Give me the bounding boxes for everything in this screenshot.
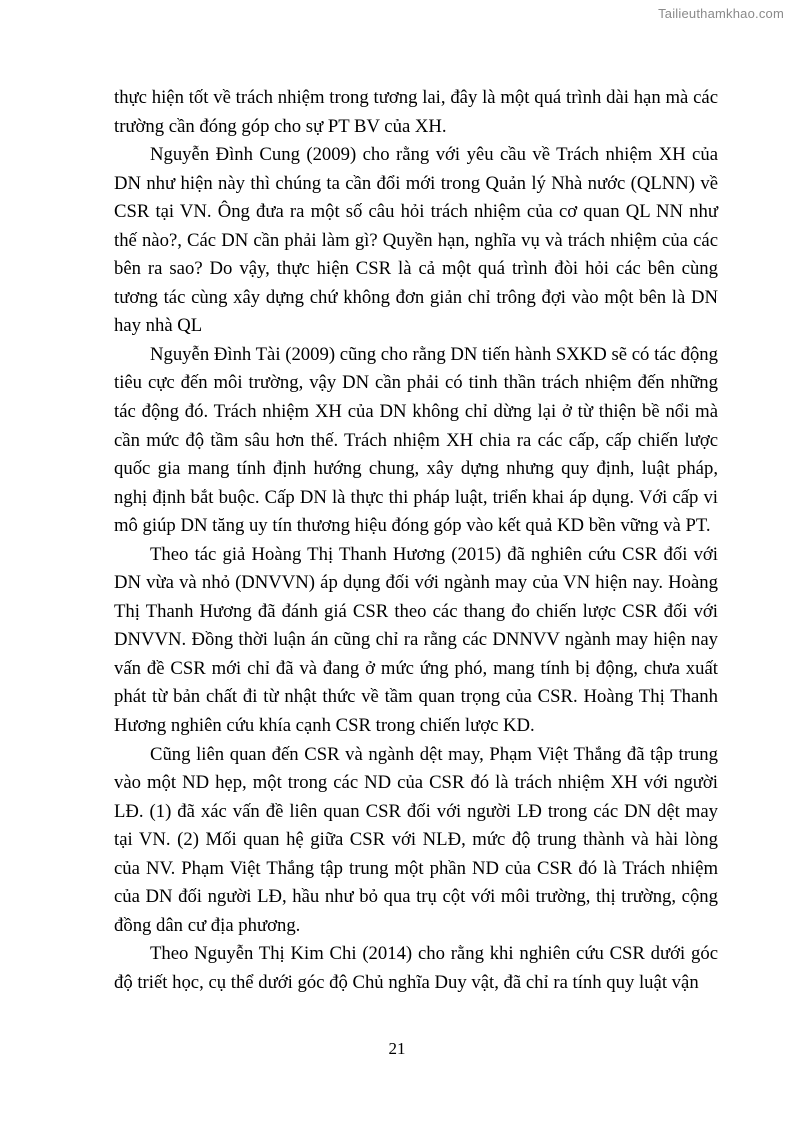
paragraph-pham-viet-thang: Cũng liên quan đến CSR và ngành dệt may, Phạm Việt Thắng đã tập trung vào một ND hẹp, một trong các ND của CSR đó là trách nhiệm XH với người LĐ. (1) đã xác vấn đề liên quan CSR đối với người LĐ trong các DN dệt may tại VN. (2) Mối quan hệ giữa CSR với NLĐ, mức độ trung thành và hài lòng của NV. Phạm Việt Thắng tập trung một phần ND của CSR đó là Trách nhiệm của DN đối người LĐ, hầu như bỏ qua trụ cột với môi trường, thị trường, cộng đồng dân cư địa phương. — [114, 743, 718, 936]
paragraph-nguyen-thi-kim-chi: Theo Nguyễn Thị Kim Chi (2014) cho rằng khi nghiên cứu CSR dưới góc độ triết học, cụ thể dưới góc độ Chủ nghĩa Duy vật, đã chỉ ra tính quy luật vận — [114, 943, 718, 993]
paragraph-continuation: thực hiện tốt về trách nhiệm trong tương lai, đây là một quá trình dài hạn mà các trường cần đóng góp cho sự PT BV của XH. — [114, 87, 718, 137]
paragraph-nguyen-dinh-cung: Nguyễn Đình Cung (2009) cho rằng với yêu cầu về Trách nhiệm XH của DN như hiện này thì chúng ta cần đổi mới trong Quản lý Nhà nước (QLNN) về CSR tại VN. Ông đưa ra một số câu hỏi trách nhiệm của cơ quan QL NN như thế nào?, Các DN cần phải làm gì? Quyền hạn, nghĩa vụ và trách nhiệm của các bên ra sao? Do vậy, thực hiện CSR là cả một quá trình đòi hỏi các bên cùng tương tác cùng xây dựng chứ không đơn giản chỉ trông đợi vào một bên là DN hay nhà QL — [114, 144, 718, 337]
paragraph-hoang-thi-thanh-huong: Theo tác giả Hoàng Thị Thanh Hương (2015) đã nghiên cứu CSR đối với DN vừa và nhỏ (DNVVN) áp dụng đối với ngành may của VN hiện nay. Hoàng Thị Thanh Hương đã đánh giá CSR theo các thang đo chiến lược CSR đối với DNVVN. Đồng thời luận án cũng chỉ ra rằng các DNNVV ngành may hiện nay vấn đề CSR mới chỉ đã và đang ở mức ứng phó, mang tính bị động, chưa xuất phát từ bản chất đi từ nhật thức về tầm quan trọng của CSR. Hoàng Thị Thanh Hương nghiên cứu khía cạnh CSR trong chiến lược KD. — [114, 543, 718, 737]
paragraph-nguyen-dinh-tai: Nguyễn Đình Tài (2009) cũng cho rằng DN tiến hành SXKD sẽ có tác động tiêu cực đến môi trường, vậy DN cần phải có tinh thần trách nhiệm đến những tác động đó. Trách nhiệm XH của DN không chỉ dừng lại ở từ thiện bề nổi mà cần mức độ tầm sâu hơn thế. Trách nhiệm XH chia ra các cấp, cấp chiến lược quốc gia mang tính định hướng chung, xây dựng nhưng quy định, luật pháp, nghị định bắt buộc. Cấp DN là thực thi pháp luật, triển khai áp dụng. Với cấp vi mô giúp DN tăng uy tín thương hiệu đóng góp vào kết quả KD bền vững và PT. — [114, 343, 718, 537]
watermark-text: Tailieuthamkhao.com — [658, 6, 784, 21]
page-number: 21 — [388, 1039, 406, 1058]
document-body — [114, 84, 718, 998]
